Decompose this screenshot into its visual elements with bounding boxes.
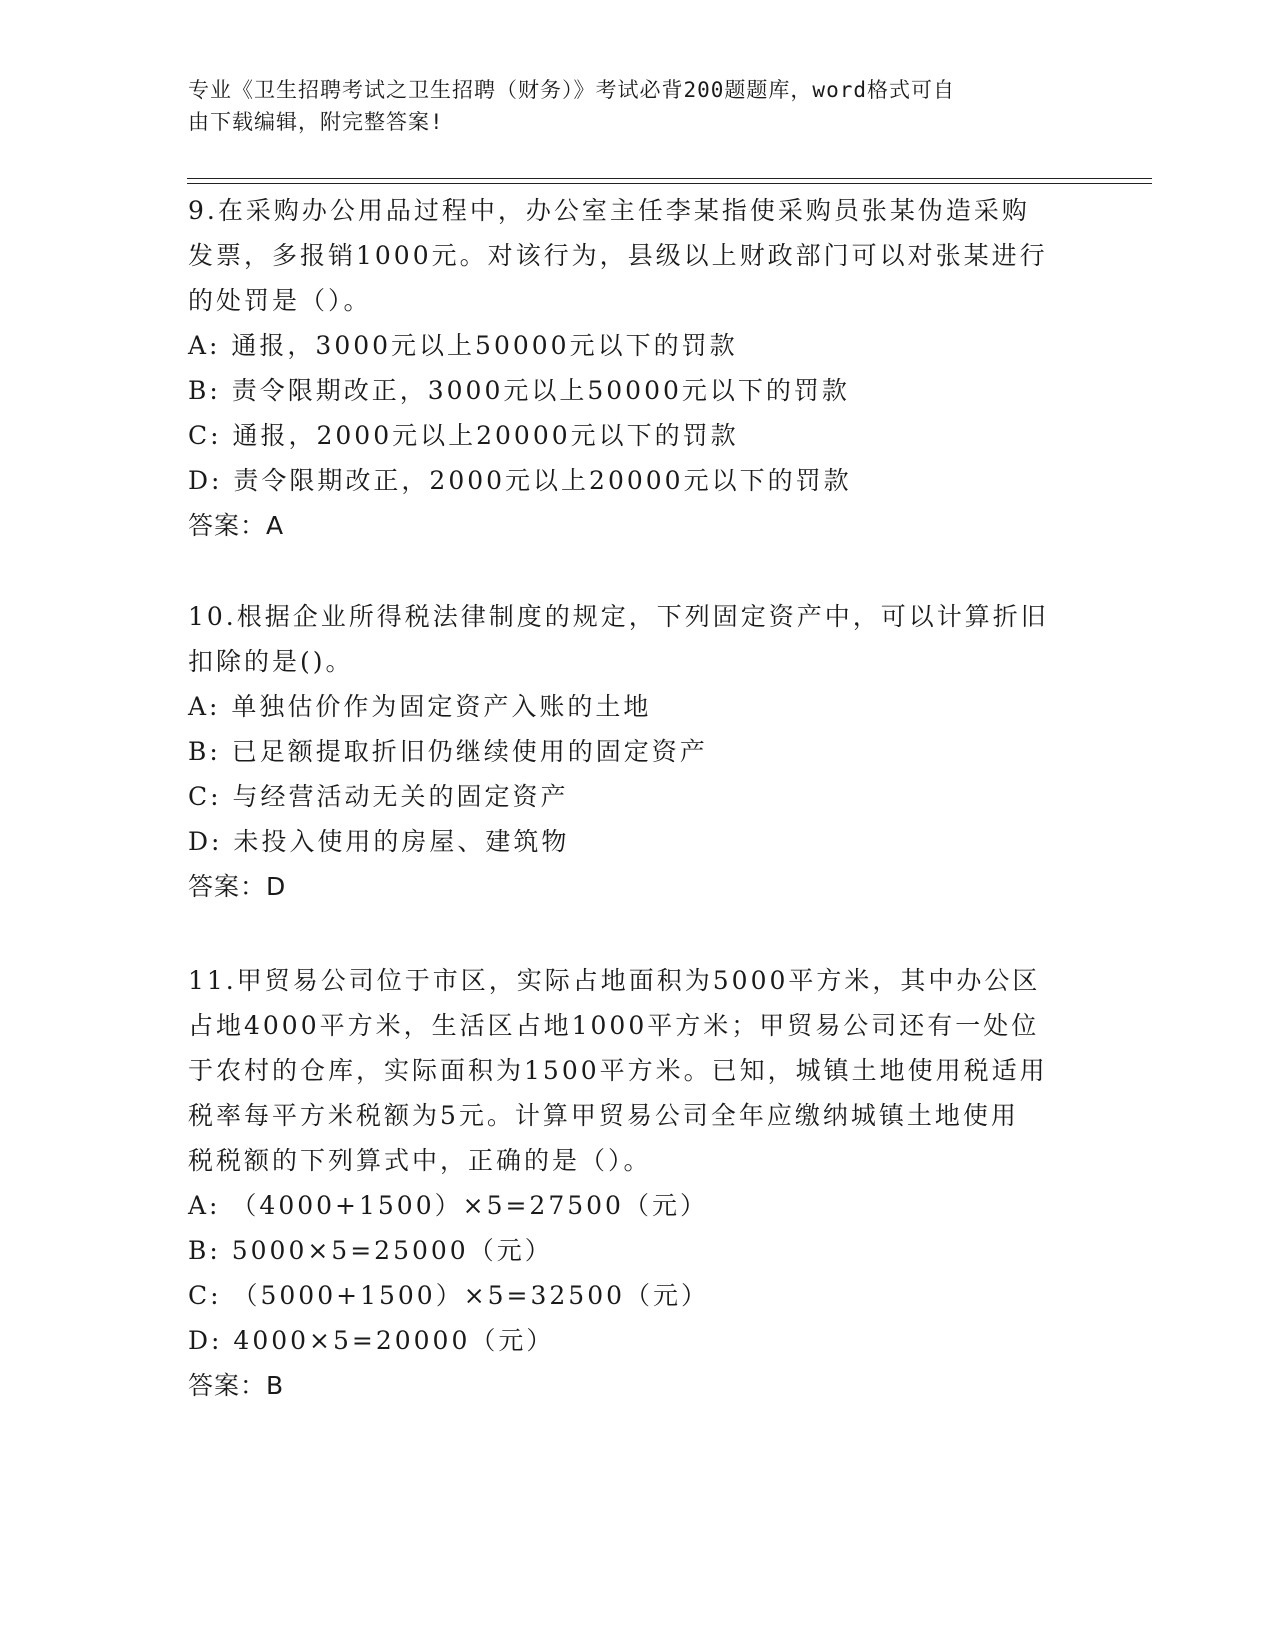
answer-label: 答案：A — [188, 511, 285, 540]
question-10 — [188, 594, 1088, 909]
question-stem-line: 9.在采购办公用品过程中，办公室主任李某指使采购员张某伪造采购 — [188, 196, 1030, 225]
option-b: B: 责令限期改正，3000元以上50000元以下的罚款 — [188, 376, 850, 405]
option-b: B: 5000×5=25000（元） — [188, 1236, 553, 1265]
question-stem-line: 税率每平方米税额为5元。计算甲贸易公司全年应缴纳城镇土地使用 — [188, 1101, 1019, 1130]
question-stem-line: 发票，多报销1000元。对该行为，县级以上财政部门可以对张某进行 — [188, 241, 1048, 270]
question-stem-line: 10.根据企业所得税法律制度的规定，下列固定资产中，可以计算折旧 — [188, 602, 1049, 631]
document-header — [188, 74, 1068, 138]
option-a: A: 单独估价作为固定资产入账的土地 — [188, 692, 652, 721]
answer-label: 答案：D — [188, 872, 287, 901]
option-d: D: 未投入使用的房屋、建筑物 — [188, 827, 570, 856]
question-stem-line: 扣除的是()。 — [188, 647, 354, 676]
question-11 — [188, 958, 1088, 1408]
option-a: A: 通报，3000元以上50000元以下的罚款 — [188, 331, 738, 360]
option-d: D: 4000×5=20000（元） — [188, 1326, 555, 1355]
question-stem-line: 于农村的仓库，实际面积为1500平方米。已知，城镇土地使用税适用 — [188, 1056, 1048, 1085]
header-divider-bottom — [187, 183, 1152, 184]
question-stem-line: 税税额的下列算式中，正确的是（）。 — [188, 1146, 652, 1175]
question-stem-line: 的处罚是（）。 — [188, 286, 372, 315]
header-divider-top — [187, 178, 1152, 179]
option-b: B: 已足额提取折旧仍继续使用的固定资产 — [188, 737, 708, 766]
option-c: C: （5000+1500）×5=32500（元） — [188, 1281, 710, 1310]
question-stem-line: 占地4000平方米，生活区占地1000平方米；甲贸易公司还有一处位 — [188, 1011, 1040, 1040]
option-a: A: （4000+1500）×5=27500（元） — [188, 1191, 708, 1220]
question-9 — [188, 188, 1088, 548]
header-line-1: 专业《卫生招聘考试之卫生招聘（财务）》考试必背200题题库，word格式可自 — [188, 78, 955, 102]
option-d: D: 责令限期改正，2000元以上20000元以下的罚款 — [188, 466, 852, 495]
header-line-2: 由下载编辑，附完整答案! — [188, 110, 444, 134]
option-c: C: 与经营活动无关的固定资产 — [188, 782, 569, 811]
option-c: C: 通报，2000元以上20000元以下的罚款 — [188, 421, 739, 450]
question-stem-line: 11.甲贸易公司位于市区，实际占地面积为5000平方米，其中办公区 — [188, 966, 1041, 995]
answer-label: 答案：B — [188, 1371, 285, 1400]
